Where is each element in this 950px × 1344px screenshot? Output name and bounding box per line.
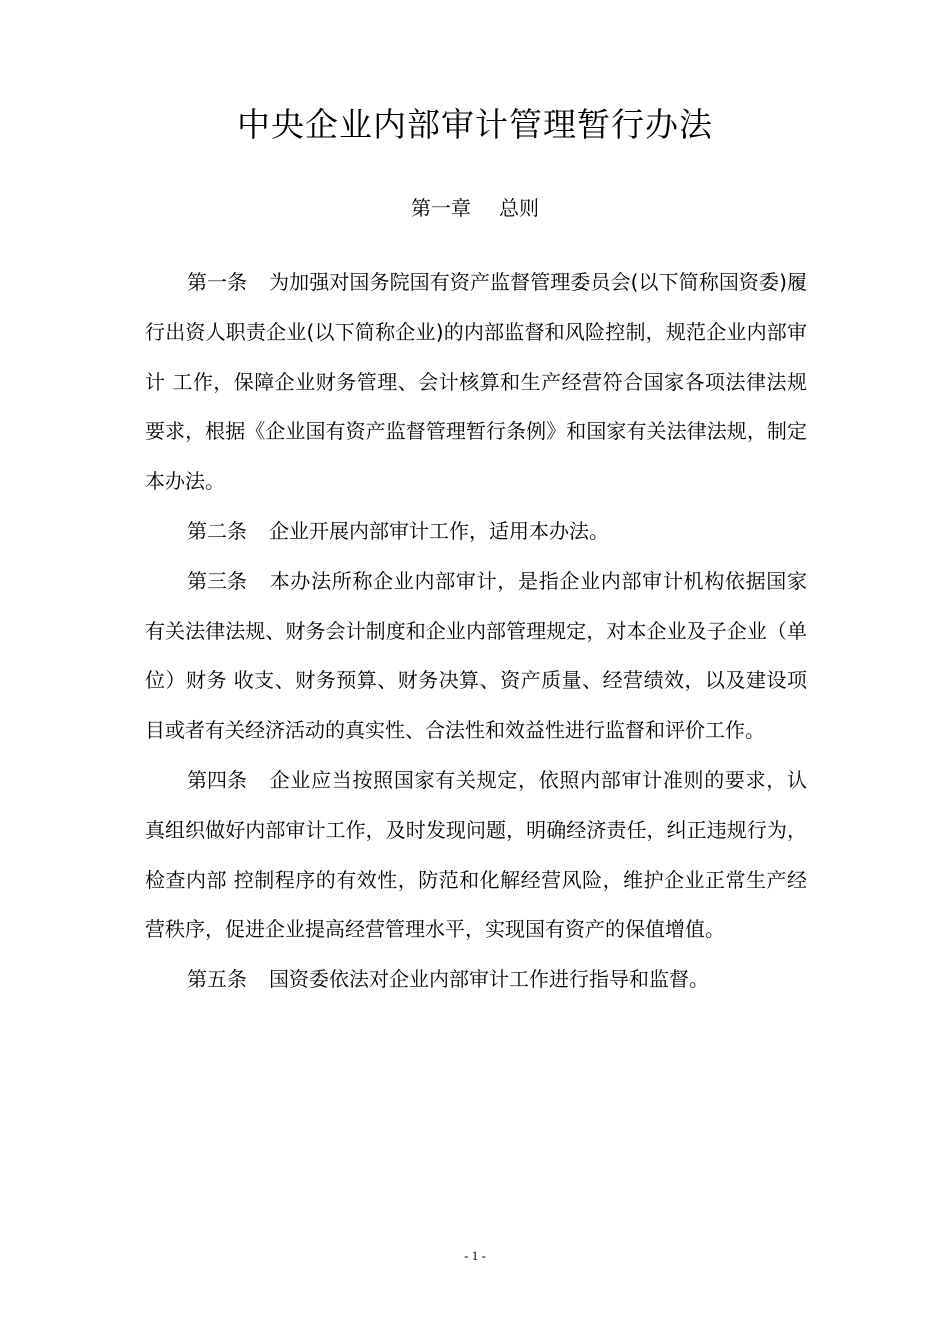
chapter-number: 第一章 (411, 196, 471, 220)
article-5 (145, 955, 807, 1005)
article-2 (145, 507, 807, 557)
article-text: 国资委依法对企业内部审计工作进行指导和监督。 (269, 967, 709, 992)
article-number: 第二条 (187, 518, 247, 543)
chapter-name: 总则 (499, 196, 539, 220)
chapter-heading (0, 190, 950, 226)
article-number: 第一条 (187, 270, 247, 294)
article-number: 第四条 (187, 767, 247, 792)
article-text: 企业开展内部审计工作，适用本办法。 (269, 518, 609, 543)
article-text: 企业应当按照国家有关规定，依照内部审计准则的要求，认真组织做好内部审计工作，及时发现问题，明确经济责任，纠正违规行为，检查内部 控制程序的有效性，防范和化解经营风险，维护企业正常生产经营秩序，促进企业提高经营管理水平，实现国有资产的保值增值。 (145, 767, 807, 942)
article-4 (145, 756, 807, 955)
article-number: 第五条 (187, 967, 247, 992)
article-number: 第三条 (187, 568, 247, 593)
page-number: - 1 - (464, 1248, 486, 1263)
article-3 (145, 557, 807, 756)
document-title: 中央企业内部审计管理暂行办法 (237, 105, 713, 144)
article-1 (145, 258, 807, 507)
article-text: 本办法所称企业内部审计，是指企业内部审计机构依据国家有关法律法规、财务会计制度和企业内部管理规定，对本企业及子企业（单位）财务 收支、财务预算、财务决算、资产质量、经营绩效，以及建设项目或者有关经济活动的真实性、合法性和效益性进行监督和评价工作。 (145, 568, 807, 743)
article-text: 为加强对国务院国有资产监督管理委员会(以下简称国资委)履行出资人职责企业(以下简称企业)的内部监督和风险控制，规范企业内部审计 工作，保障企业财务管理、会计核算和生产经营符合国家各项法律法规要求，根据《企业国有资产监督管理暂行条例》和国家有关法律法规，制定本办法。 (145, 270, 807, 494)
document-body (145, 258, 807, 1005)
